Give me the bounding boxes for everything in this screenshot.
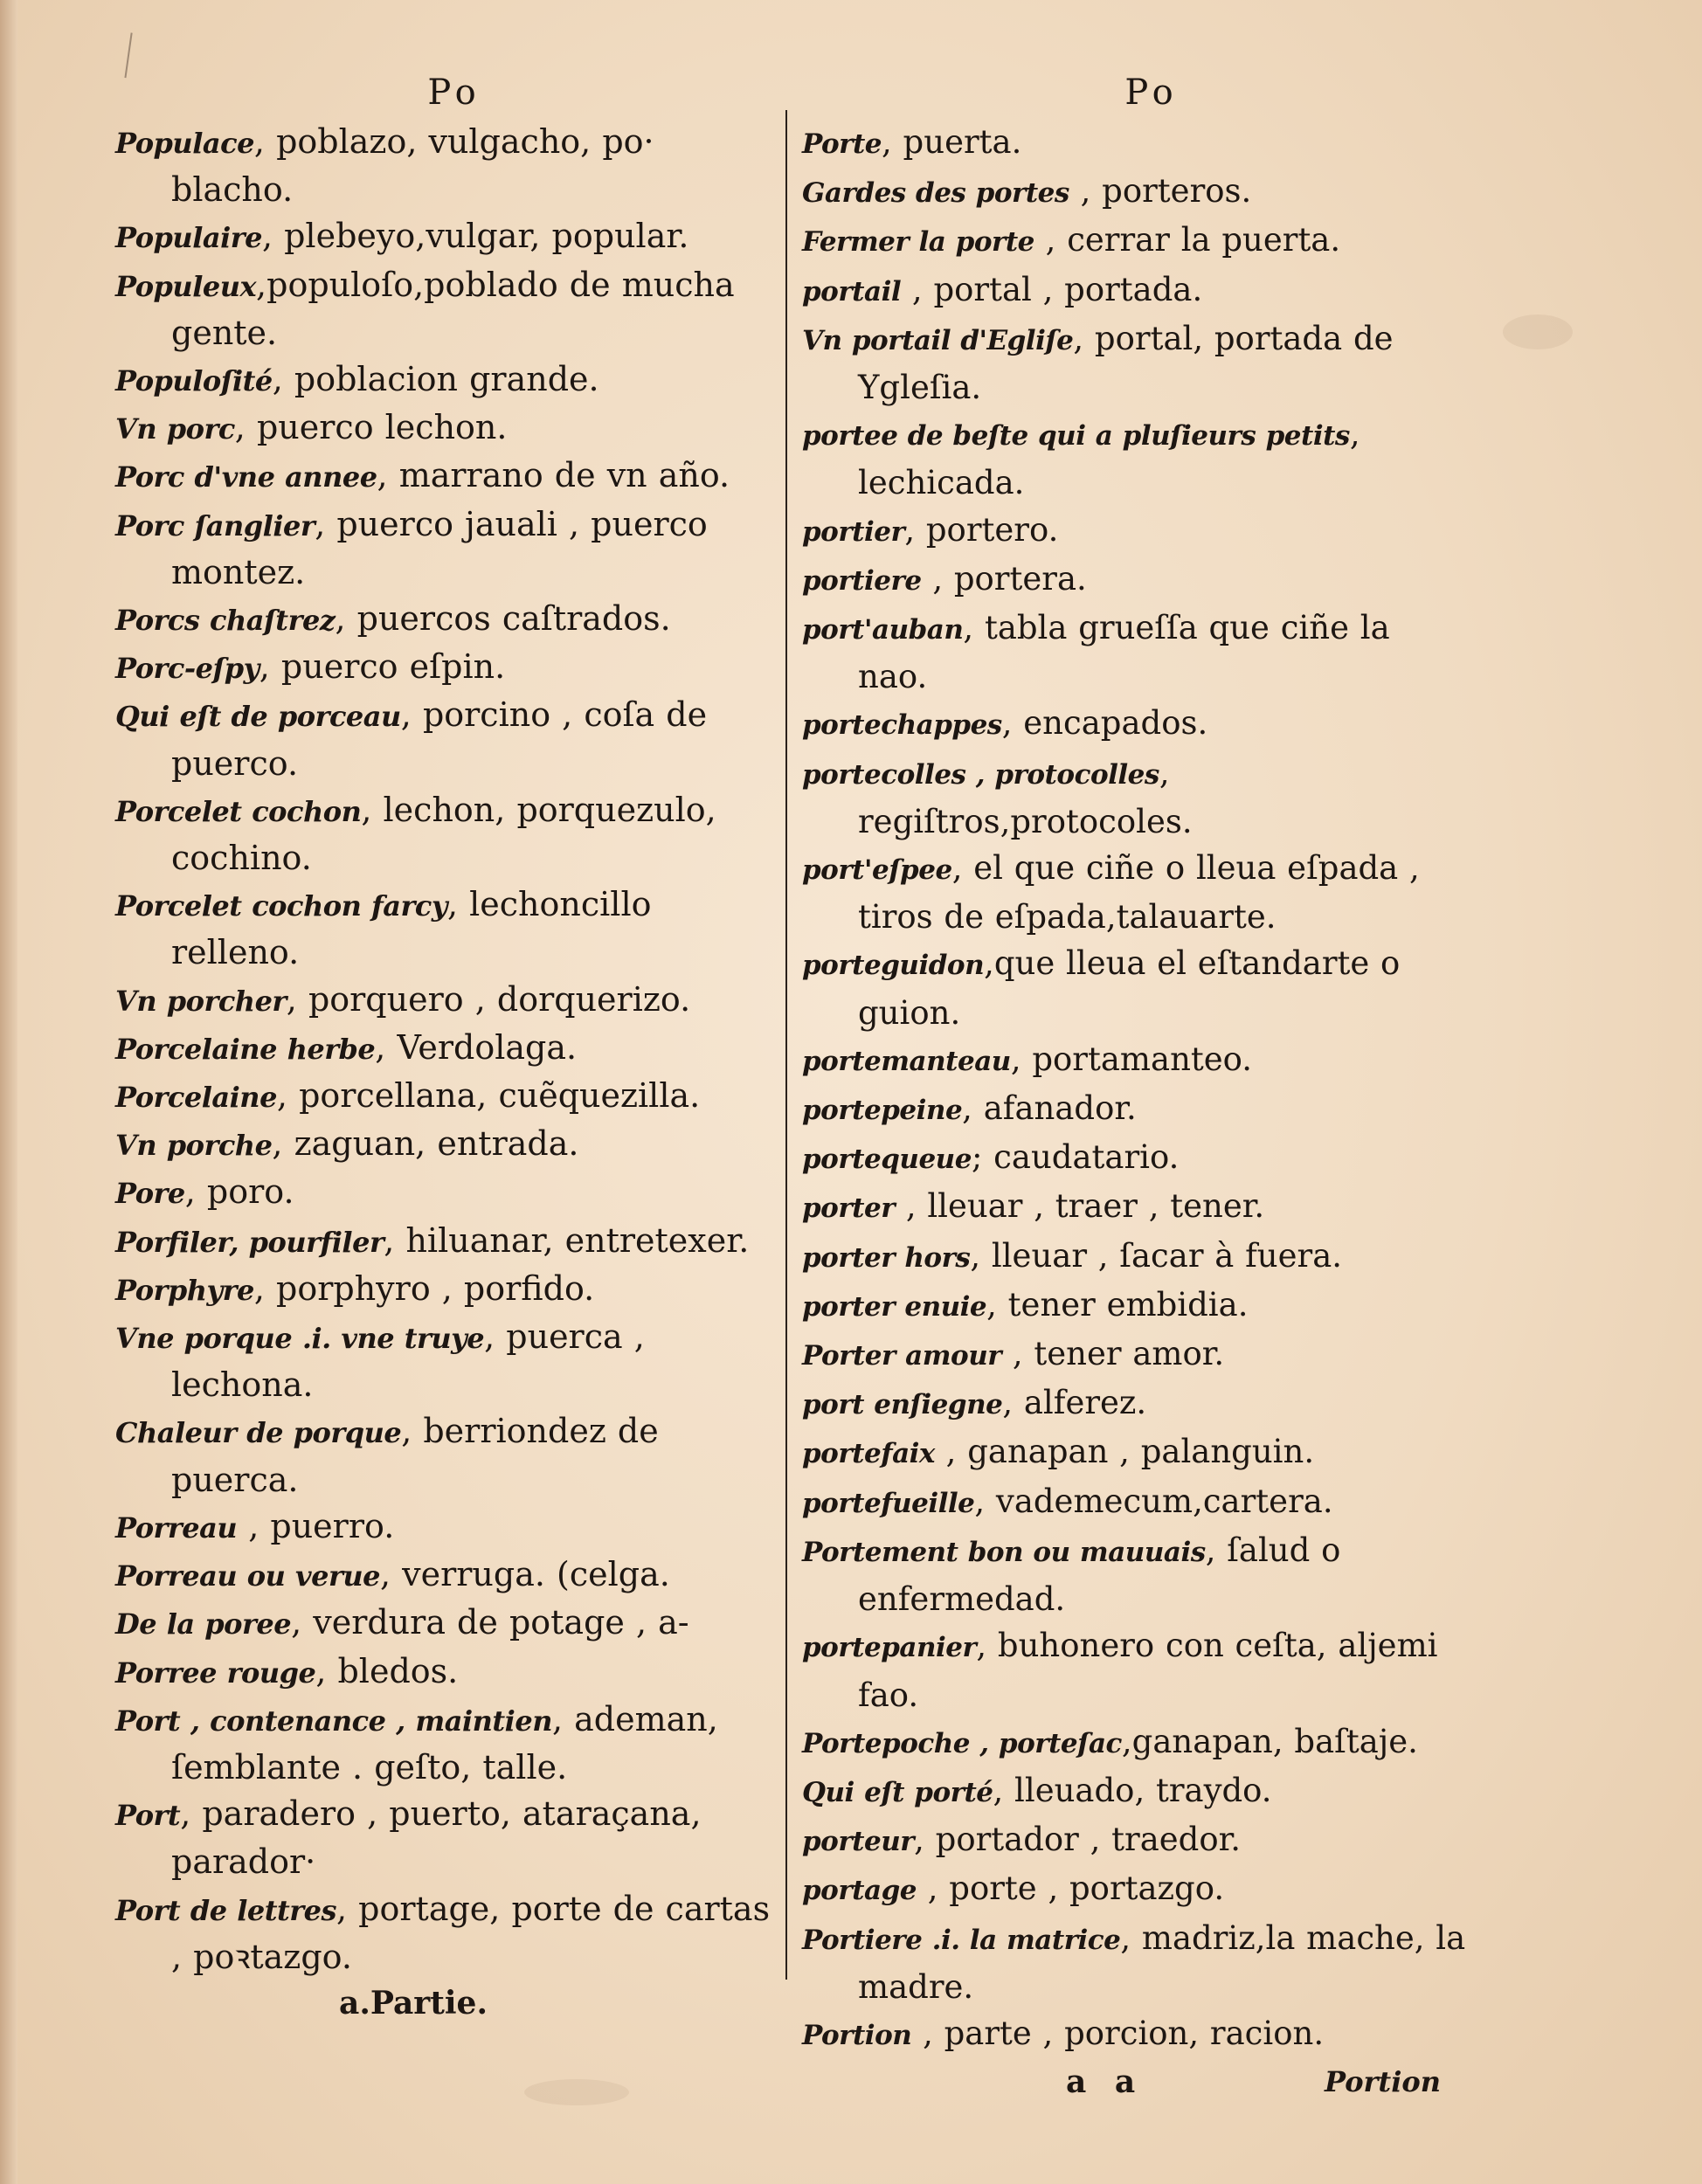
- spanish-gloss: , porcino , coſa de puerco.: [171, 695, 708, 783]
- spanish-gloss: , cerrar la puerta.: [1034, 221, 1341, 259]
- dictionary-entry: [115, 596, 776, 644]
- spanish-gloss: , puerco eſpin.: [259, 647, 506, 687]
- french-headword: Porcelet cochon farcy: [115, 889, 447, 923]
- spanish-gloss: , plebeyo,vulgar, popular.: [261, 217, 689, 256]
- spanish-gloss: , zaguan, entrada.: [272, 1124, 579, 1164]
- dictionary-entry: [115, 1552, 776, 1600]
- spanish-gloss: , puerca , lechona.: [171, 1317, 645, 1405]
- french-headword: Porcs chaſtrez: [115, 604, 336, 638]
- french-headword: Qui eſt de porceau: [115, 700, 401, 734]
- french-headword: port enſiegne: [802, 1389, 1003, 1421]
- dictionary-entry: [115, 213, 776, 261]
- dictionary-entry: [115, 501, 776, 596]
- page-binding-edge: [0, 0, 17, 2184]
- french-headword: De la poree: [115, 1607, 292, 1641]
- dictionary-entry: [115, 1121, 776, 1169]
- running-head-right: Po: [1124, 73, 1179, 113]
- dictionary-entry: [802, 119, 1466, 168]
- spanish-gloss: , verruga. (celga.: [379, 1555, 670, 1594]
- french-headword: Porcelaine herbe: [115, 1032, 376, 1066]
- spanish-gloss: , puerta.: [882, 123, 1022, 161]
- french-headword: Pore: [115, 1177, 185, 1211]
- dictionary-entry: [802, 217, 1466, 266]
- spanish-gloss: , paradero , puerto, ataraçana, parador·: [171, 1794, 702, 1882]
- left-column: [115, 68, 776, 2027]
- dictionary-entry: [802, 1915, 1466, 2010]
- french-headword: Porte: [802, 128, 882, 160]
- spanish-gloss: , ademan, ſemblante . geſto, talle.: [171, 1699, 718, 1787]
- dictionary-entry: [115, 692, 776, 786]
- spanish-gloss: , tabla grueſſa que ciñe la nao.: [858, 609, 1390, 696]
- spanish-gloss: , regiſtros,protocoles.: [858, 753, 1193, 840]
- spanish-gloss: , puerco jauali , puerco montez.: [171, 504, 708, 591]
- spanish-gloss: , poblazo, vulgacho, po· blacho.: [171, 122, 654, 210]
- french-headword: Vn portail d'Egliſe: [802, 324, 1074, 356]
- french-headword: Port de lettres: [115, 1893, 337, 1927]
- french-headword: portee de beſte qui a pluſieurs petits: [802, 420, 1350, 453]
- dictionary-entry: [802, 556, 1466, 605]
- french-headword: portecolles , protocolles: [802, 758, 1159, 791]
- spanish-gloss: , afanador.: [962, 1089, 1137, 1128]
- spanish-gloss: , hiluanar, entretexer.: [384, 1220, 750, 1260]
- french-headword: Porcelet cochon: [115, 794, 362, 828]
- french-headword: Vne porque .i. vne truye: [115, 1322, 485, 1356]
- spanish-gloss: , berriondez de puerca.: [171, 1412, 659, 1499]
- spanish-gloss: , puerco lechon.: [234, 408, 508, 447]
- spanish-gloss: ,ganapan, baſtaje.: [1121, 1722, 1418, 1760]
- dictionary-entry: [115, 1791, 776, 1885]
- french-headword: Vn porche: [115, 1129, 273, 1163]
- french-headword: portail: [802, 275, 902, 308]
- french-headword: portepeine: [802, 1095, 963, 1127]
- dictionary-entry: [115, 404, 776, 453]
- dictionary-entry: [802, 1622, 1466, 1717]
- dictionary-entry: [802, 1478, 1466, 1527]
- catchword: Portion: [1325, 2065, 1441, 2099]
- spanish-gloss: , porquero , dorquerizo.: [286, 979, 691, 1019]
- dictionary-entry: [802, 1428, 1466, 1477]
- french-headword: porter: [802, 1192, 896, 1225]
- spanish-gloss: , portera.: [921, 559, 1087, 598]
- french-headword: Populaire: [115, 221, 262, 255]
- dictionary-entry: [115, 1314, 776, 1408]
- french-headword: Porter amour: [802, 1340, 1002, 1372]
- dictionary-entry: [802, 266, 1466, 315]
- spanish-gloss: ,que lleua el eſtandarte o guion.: [858, 944, 1401, 1032]
- dictionary-entry: [115, 1408, 776, 1503]
- spanish-gloss: , vademecum,cartera.: [974, 1482, 1333, 1520]
- french-headword: port'eſpee: [802, 854, 952, 887]
- dictionary-entry: [802, 168, 1466, 217]
- dictionary-entry: [115, 1503, 776, 1552]
- french-headword: Populoſité: [115, 364, 273, 398]
- dictionary-entry: [802, 2010, 1466, 2059]
- spanish-gloss: , poblacion grande.: [272, 360, 599, 399]
- dictionary-entry: [802, 1767, 1466, 1816]
- spanish-gloss: , encapados.: [1001, 704, 1208, 743]
- dictionary-entry: [115, 1169, 776, 1217]
- french-headword: Porreau: [115, 1510, 238, 1545]
- french-headword: Port: [115, 1799, 181, 1833]
- dictionary-entry: [802, 1085, 1466, 1134]
- spanish-gloss: , porcellana, cuẽquezilla.: [276, 1076, 701, 1116]
- dictionary-entry: [802, 1183, 1466, 1232]
- dictionary-entry: [115, 1073, 776, 1121]
- dictionary-entry: [802, 1036, 1466, 1085]
- spanish-gloss: , lechon, porquezulo, cochino.: [171, 790, 716, 878]
- paper-stain: [1503, 314, 1573, 349]
- dictionary-entry: [115, 1025, 776, 1073]
- dictionary-entry: [115, 1648, 776, 1697]
- right-entry-list: [802, 119, 1466, 2059]
- spanish-gloss: , lleuado, traydo.: [993, 1771, 1272, 1809]
- spanish-gloss: , lechoncillo relleno.: [171, 885, 652, 972]
- spanish-gloss: , tener amor.: [1001, 1335, 1225, 1373]
- dictionary-entry: [115, 262, 776, 356]
- spanish-gloss: , portador , traedor.: [914, 1821, 1241, 1859]
- spanish-gloss: , Verdolaga.: [375, 1027, 578, 1067]
- french-headword: Portiere .i. la matrice: [802, 1924, 1121, 1956]
- spanish-gloss: , portero.: [904, 510, 1059, 549]
- spanish-gloss: , buhonero con ceſta, aljemi fao.: [858, 1627, 1438, 1714]
- french-headword: Porc d'vne annee: [115, 460, 377, 494]
- dictionary-entry: [802, 1718, 1466, 1767]
- page-footer: [802, 2059, 1466, 2105]
- french-headword: Port , contenance , maintien: [115, 1704, 552, 1738]
- french-headword: porteguidon: [802, 950, 985, 982]
- french-headword: Porfiler, pourfiler: [115, 1225, 384, 1259]
- dictionary-entry: [802, 1379, 1466, 1428]
- french-headword: Fermer la porte: [802, 226, 1034, 259]
- dictionary-entry: [802, 315, 1466, 411]
- french-headword: Porreau ou verue: [115, 1559, 380, 1593]
- spanish-gloss: , portal, portada de Ygleſia.: [858, 319, 1394, 407]
- french-headword: Portement bon ou mauuais: [802, 1536, 1206, 1568]
- dictionary-entry: [802, 1330, 1466, 1379]
- french-headword: Portepoche , porteſac: [802, 1727, 1122, 1759]
- dictionary-entry: [115, 356, 776, 404]
- spanish-gloss: , puerro.: [237, 1506, 395, 1545]
- spanish-gloss: , puercos caſtrados.: [335, 599, 671, 639]
- dictionary-entry: [802, 1134, 1466, 1183]
- dictionary-entry: [115, 1266, 776, 1314]
- dictionary-entry: [802, 1233, 1466, 1282]
- french-headword: portefueille: [802, 1487, 975, 1519]
- dictionary-entry: [115, 1886, 776, 1980]
- dictionary-entry: [115, 881, 776, 976]
- dictionary-entry: [115, 453, 776, 501]
- dictionary-entry: [802, 750, 1466, 845]
- french-headword: Portion: [802, 2019, 912, 2051]
- spanish-gloss: , porphyro , porfido.: [253, 1268, 595, 1308]
- french-headword: portefaix: [802, 1438, 935, 1470]
- french-headword: Vn porcher: [115, 984, 287, 1018]
- spanish-gloss: , portal , portada.: [901, 270, 1203, 308]
- spanish-gloss: , ſalud o enfermedad.: [858, 1531, 1341, 1619]
- spanish-gloss: , tener embidia.: [986, 1285, 1249, 1324]
- spanish-gloss: , lechicada.: [858, 415, 1360, 502]
- dictionary-entry: [802, 700, 1466, 749]
- spanish-gloss: , bledos.: [315, 1651, 459, 1690]
- french-headword: Populeux: [115, 269, 257, 303]
- dictionary-entry: [802, 605, 1466, 700]
- french-headword: Chaleur de porque: [115, 1416, 402, 1450]
- running-head-left: Po: [427, 73, 481, 113]
- spanish-gloss: , verdura de potage , a-: [291, 1603, 689, 1642]
- french-headword: Populace: [115, 127, 254, 160]
- signature-mark: a a: [1066, 2063, 1145, 2101]
- french-headword: port'auban: [802, 614, 964, 646]
- french-headword: Porphyre: [115, 1273, 254, 1307]
- spanish-gloss: , ganapan , palanguin.: [934, 1433, 1315, 1471]
- right-column: [802, 68, 1466, 2105]
- dictionary-entry: [115, 644, 776, 692]
- column-rule: [785, 110, 787, 1980]
- dictionary-entry: [115, 119, 776, 213]
- dictionary-entry: [802, 507, 1466, 556]
- signature-mark: a.Partie.: [339, 1984, 488, 2022]
- dictionary-entry: [115, 787, 776, 881]
- dictionary-entry: [115, 1697, 776, 1791]
- french-headword: porter enuie: [802, 1290, 987, 1323]
- dictionary-entry: [802, 411, 1466, 506]
- dictionary-entry: [115, 977, 776, 1025]
- spanish-gloss: , lleuar , traer , tener.: [895, 1187, 1265, 1226]
- dictionary-entry: [802, 940, 1466, 1035]
- french-headword: portier: [802, 515, 905, 548]
- spanish-gloss: , el que ciñe o lleua eſpada , tiros de eſpada,talauarte.: [858, 849, 1420, 936]
- french-headword: portequeue: [802, 1144, 972, 1176]
- spanish-gloss: , porteros.: [1069, 172, 1252, 211]
- french-headword: Porc ſanglier: [115, 508, 315, 543]
- dictionary-entry: [802, 1282, 1466, 1330]
- spanish-gloss: , portamanteo.: [1010, 1040, 1253, 1078]
- dictionary-entry: [802, 1527, 1466, 1622]
- dictionary-entry: [115, 1600, 776, 1648]
- french-headword: portemanteau: [802, 1045, 1011, 1077]
- spanish-gloss: , portage, porte de cartas , poꝛtazgo.: [171, 1889, 771, 1976]
- french-headword: portiere: [802, 564, 922, 597]
- left-entry-list: [115, 119, 776, 1980]
- spanish-gloss: , marrano de vn año.: [377, 456, 730, 495]
- spanish-gloss: , madriz,la mache, la madre.: [858, 1918, 1466, 2006]
- spanish-gloss: ; caudatario.: [971, 1138, 1180, 1177]
- french-headword: Gardes des portes: [802, 177, 1069, 210]
- dictionary-entry: [802, 845, 1466, 940]
- spanish-gloss: , poro.: [184, 1172, 294, 1212]
- spanish-gloss: ,populoſo,poblado de mucha gente.: [171, 265, 735, 352]
- french-headword: Vn porc: [115, 412, 235, 446]
- dictionary-entry: [115, 1218, 776, 1266]
- french-headword: Qui eſt porté: [802, 1776, 993, 1808]
- french-headword: Porcelaine: [115, 1081, 277, 1115]
- spanish-gloss: , parte , porcion, racion.: [911, 2014, 1325, 2052]
- french-headword: Porree rouge: [115, 1655, 316, 1690]
- french-headword: Porc-eſpy: [115, 652, 259, 686]
- french-headword: portechappes: [802, 709, 1002, 742]
- dictionary-entry: [802, 1865, 1466, 1914]
- french-headword: porteur: [802, 1826, 915, 1858]
- spanish-gloss: , lleuar , ſacar à fuera.: [970, 1236, 1343, 1275]
- french-headword: portage: [802, 1875, 917, 1907]
- spanish-gloss: , porte , portazgo.: [917, 1870, 1225, 1908]
- french-headword: portepanier: [802, 1632, 977, 1664]
- french-headword: porter hors: [802, 1241, 971, 1274]
- spanish-gloss: , alferez.: [1002, 1384, 1147, 1422]
- paper-stain: [524, 2079, 629, 2105]
- dictionary-entry: [802, 1816, 1466, 1865]
